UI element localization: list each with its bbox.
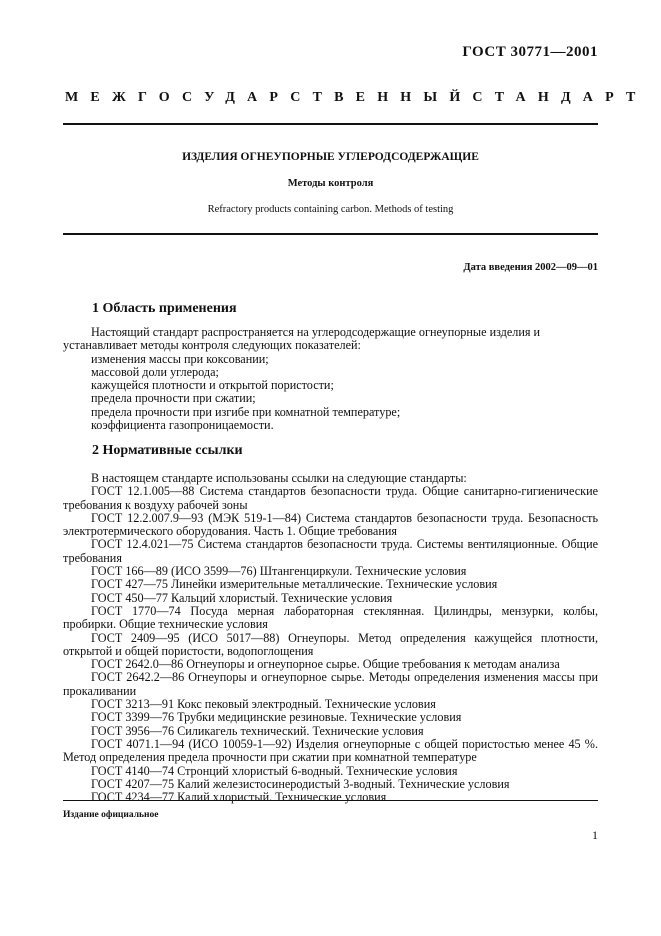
reference-item: ГОСТ 1770—74 Посуда мерная лабораторная стеклянная. Цилиндры, мензурки, колбы, пробирки. Общие технические условия <box>63 603 598 632</box>
top-divider <box>63 123 598 125</box>
reference-item: ГОСТ 4234—77 Калий хлористый. Технические условия <box>91 790 387 805</box>
section-1-intro: Настоящий стандарт распространяется на углеродсодержащие огнеупорные изделия и устанавливает методы контроля следующих показателей: <box>63 325 541 353</box>
standard-type-word2: СТАНДАРТ <box>472 90 648 105</box>
document-code: ГОСТ 30771—2001 <box>462 44 598 60</box>
reference-item: ГОСТ 12.2.007.9—93 (МЭК 519-1—84) Система стандартов безопасности труда. Безопасность электротермического оборудования. Часть 1. Общие требования <box>63 510 598 539</box>
title-divider <box>63 233 598 235</box>
reference-item: ГОСТ 3213—91 Кокс пековый электродный. Технические условия <box>91 697 436 712</box>
reference-item: ГОСТ 427—75 Линейки измерительные металлические. Технические условия <box>91 577 498 592</box>
scope-item: предела прочности при сжатии; <box>91 391 256 406</box>
effective-date: Дата введения 2002—09—01 <box>463 262 598 273</box>
page-number: 1 <box>592 828 598 842</box>
reference-item: ГОСТ 450—77 Кальций хлористый. Технические условия <box>91 590 393 605</box>
section-2-heading: 2 Нормативные ссылки <box>92 443 243 458</box>
section-2-intro: В настоящем стандарте использованы ссылки на следующие стандарты: <box>91 471 467 485</box>
standard-type-banner <box>65 90 648 106</box>
reference-item: ГОСТ 2409—95 (ИСО 5017—88) Огнеупоры. Метод определения кажущейся плотности, открытой и общей пористости, водопоглощения <box>63 630 598 658</box>
scope-item: коэффициента газопроницаемости. <box>91 418 274 433</box>
scope-item: изменения массы при коксовании; <box>91 351 269 366</box>
reference-item: ГОСТ 4140—74 Стронций хлористый 6-водный. Технические условия <box>91 763 458 778</box>
reference-item: ГОСТ 12.4.021—75 Система стандартов безопасности труда. Системы вентиляционные. Общие требования <box>63 537 598 565</box>
reference-item: ГОСТ 2642.2—86 Огнеупоры и огнеупорное сырье. Методы определения изменения массы при прокаливании <box>63 670 598 698</box>
reference-item: ГОСТ 4207—75 Калий железистосинеродистый 3-водный. Технические условия <box>91 776 510 791</box>
english-title: Refractory products containing carbon. Methods of testing <box>207 204 454 215</box>
scope-item: массовой доли углерода; <box>91 364 219 379</box>
reference-item: ГОСТ 4071.1—94 (ИСО 10059-1—92) Изделия огнеупорные с общей пористостью менее 45 %. Метод определения предела прочности при сжатии при комнатной температуре <box>63 736 598 765</box>
edition-note: Издание официальное <box>63 810 159 820</box>
footer-divider <box>63 800 598 801</box>
section-1-heading: 1 Область применения <box>92 301 237 316</box>
reference-item: ГОСТ 2642.0—86 Огнеупоры и огнеупорное сырье. Общие требования к методам анализа <box>91 657 560 672</box>
reference-item: ГОСТ 12.1.005—88 Система стандартов безопасности труда. Общие санитарно-гигиенические требования к воздуху рабочей зоны <box>63 484 598 512</box>
document-title: ИЗДЕЛИЯ ОГНЕУПОРНЫЕ УГЛЕРОДСОДЕРЖАЩИЕ <box>182 151 479 163</box>
reference-item: ГОСТ 3399—76 Трубки медицинские резиновые. Технические условия <box>91 710 462 725</box>
reference-item: ГОСТ 3956—76 Силикагель технический. Технические условия <box>91 723 424 738</box>
standard-type-word1: МЕЖГОСУДАРСТВЕННЫЙ <box>65 90 473 105</box>
reference-item: ГОСТ 166—89 (ИСО 3599—76) Штангенциркули. Технические условия <box>91 564 467 579</box>
section-2-body <box>63 472 598 804</box>
document-subtitle: Методы контроля <box>287 178 374 189</box>
scope-item: предела прочности при изгибе при комнатной температуре; <box>91 404 401 419</box>
scope-item: кажущейся плотности и открытой пористости; <box>91 378 334 393</box>
section-1-body <box>63 326 598 432</box>
